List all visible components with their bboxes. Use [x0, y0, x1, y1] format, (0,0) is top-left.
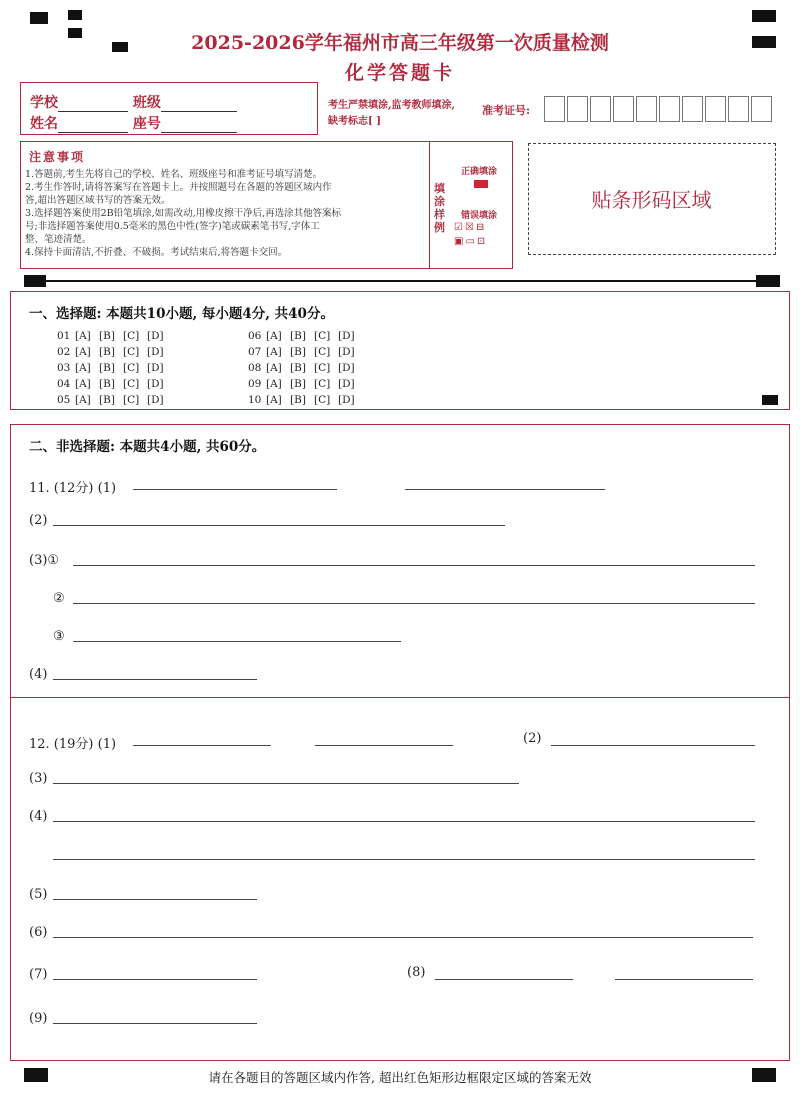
notice-item: 整、笔迹清楚。	[25, 234, 92, 245]
answer-line[interactable]	[53, 1023, 257, 1024]
registration-mark	[24, 275, 46, 287]
choice-bubble-c[interactable]: [C]	[314, 362, 331, 374]
class-field[interactable]	[161, 97, 237, 112]
q12-part5-label: (5)	[29, 887, 48, 902]
answer-line[interactable]	[53, 783, 519, 784]
absent-mark[interactable]: 缺考标志[ ]	[328, 116, 381, 127]
q11-part2-label: (2)	[29, 513, 48, 528]
q11-part3c-label: ③	[53, 629, 65, 644]
separator-line	[46, 280, 756, 282]
choice-bubble-a[interactable]: [A]	[266, 378, 282, 390]
choice-question-row	[57, 378, 171, 390]
choice-bubble-c[interactable]: [C]	[123, 330, 140, 342]
question-number: 09	[248, 378, 262, 390]
answer-line[interactable]	[53, 679, 257, 680]
exam-id-label: 准考证号:	[482, 104, 531, 117]
question-number: 04	[57, 378, 71, 390]
choice-question-row	[57, 394, 171, 406]
choice-bubble-d[interactable]: [D]	[147, 394, 164, 406]
notice-divider	[429, 142, 430, 268]
wrong-fill-label: 错误填涂	[461, 211, 498, 221]
answer-line[interactable]	[53, 937, 753, 938]
question-number: 03	[57, 362, 71, 374]
notice-item: 1.答题前,考生先将自己的学校、姓名、班级座号和准考证号填写清楚。	[25, 169, 323, 180]
q12-part8-label: (8)	[407, 965, 426, 980]
choice-bubble-d[interactable]: [D]	[338, 394, 355, 406]
choice-bubble-b[interactable]: [B]	[290, 346, 306, 358]
footer-note: 请在各题目的答题区域内作答, 超出红色矩形边框限定区域的答案无效	[208, 1070, 592, 1085]
barcode-area[interactable]	[528, 143, 776, 255]
q12-part6-label: (6)	[29, 925, 48, 940]
choice-bubble-d[interactable]: [D]	[147, 378, 164, 390]
answer-line[interactable]	[53, 525, 505, 526]
name-field[interactable]	[58, 118, 128, 133]
notice-title: 注意事项	[29, 150, 86, 164]
exam-id-cell[interactable]	[567, 96, 588, 122]
wrong-fill-samples: ☑☒⊟	[454, 222, 487, 233]
choice-section	[10, 291, 790, 410]
exam-title: 2025-2026学年福州市高三年级第一次质量检测	[191, 32, 609, 54]
answer-line[interactable]	[551, 745, 755, 746]
choice-bubble-a[interactable]: [A]	[75, 362, 91, 374]
answer-line[interactable]	[53, 821, 755, 822]
choice-question-row	[248, 330, 362, 342]
choice-question-row	[248, 346, 362, 358]
choice-bubble-c[interactable]: [C]	[123, 362, 140, 374]
q12-part1-label: 12. (19分) (1)	[29, 737, 117, 752]
answer-line[interactable]	[53, 899, 257, 900]
notice-item: 4.保持卡面清洁,不折叠、不破损。考试结束后,将答题卡交回。	[25, 247, 288, 258]
choice-bubble-a[interactable]: [A]	[266, 330, 282, 342]
school-label: 学校	[30, 95, 58, 111]
non-choice-section-title: 二、非选择题: 本题共4小题, 共60分。	[29, 439, 266, 455]
choice-bubble-a[interactable]: [A]	[75, 378, 91, 390]
choice-bubble-d[interactable]: [D]	[338, 346, 355, 358]
choice-bubble-b[interactable]: [B]	[99, 394, 115, 406]
choice-question-row	[248, 394, 362, 406]
answer-line[interactable]	[405, 489, 605, 490]
q12-part2-label: (2)	[523, 731, 542, 746]
choice-bubble-c[interactable]: [C]	[123, 378, 140, 390]
notice-item: 号;非选择题答案使用0.5毫米的黑色中性(签字)笔或碳素笔书写,字体工	[25, 221, 320, 232]
choice-bubble-b[interactable]: [B]	[290, 362, 306, 374]
choice-bubble-b[interactable]: [B]	[99, 362, 115, 374]
choice-bubble-d[interactable]: [D]	[338, 330, 355, 342]
choice-bubble-d[interactable]: [D]	[147, 330, 164, 342]
answer-line[interactable]	[615, 979, 753, 980]
question-number: 07	[248, 346, 262, 358]
choice-bubble-c[interactable]: [C]	[314, 330, 331, 342]
sample-label: 填涂样例	[434, 182, 445, 234]
exam-id-cell[interactable]	[544, 96, 565, 122]
non-choice-section	[10, 424, 790, 1061]
notice-item: 2.考生作答时,请将答案写在答题卡上。并按照题号在各题的答题区域内作	[25, 182, 332, 193]
choice-bubble-a[interactable]: [A]	[75, 330, 91, 342]
correct-fill-label: 正确填涂	[461, 167, 498, 177]
choice-bubble-a[interactable]: [A]	[75, 394, 91, 406]
registration-mark	[68, 10, 82, 20]
wrong-fill-samples-row2: ▣▭⊡	[454, 236, 488, 247]
choice-bubble-d[interactable]: [D]	[147, 362, 164, 374]
choice-question-row	[57, 362, 171, 374]
exam-id-cell[interactable]	[751, 96, 772, 122]
choice-question-row	[248, 362, 362, 374]
answer-line[interactable]	[435, 979, 573, 980]
answer-line[interactable]	[73, 603, 755, 604]
exam-id-cell[interactable]	[728, 96, 749, 122]
name-label: 姓名	[30, 116, 58, 132]
answer-line[interactable]	[53, 979, 257, 980]
choice-bubble-c[interactable]: [C]	[123, 346, 140, 358]
choice-bubble-b[interactable]: [B]	[99, 330, 115, 342]
question-number: 10	[248, 394, 262, 406]
choice-question-row	[57, 346, 171, 358]
correct-fill-sample	[474, 180, 488, 188]
q11-part4-label: (4)	[29, 667, 48, 682]
choice-question-row	[248, 378, 362, 390]
choice-bubble-a[interactable]: [A]	[75, 346, 91, 358]
exam-id-cell[interactable]	[590, 96, 611, 122]
choice-bubble-b[interactable]: [B]	[290, 394, 306, 406]
q12-part3-label: (3)	[29, 771, 48, 786]
choice-bubble-c[interactable]: [C]	[314, 394, 331, 406]
notice-item: 答,超出答题区域书写的答案无效。	[25, 195, 171, 206]
exam-id-cell[interactable]	[659, 96, 680, 122]
answer-line[interactable]	[53, 859, 755, 860]
q12-part7-label: (7)	[29, 967, 48, 982]
registration-mark	[30, 12, 48, 24]
choice-question-row	[57, 330, 171, 342]
question-number: 01	[57, 330, 71, 342]
exam-id-cell[interactable]	[682, 96, 703, 122]
choice-bubble-a[interactable]: [A]	[266, 346, 282, 358]
choice-bubble-b[interactable]: [B]	[99, 346, 115, 358]
notice-item: 3.选择题答案使用2B铅笔填涂,如需改动,用橡皮擦干净后,再选涂其他答案标	[25, 208, 342, 219]
exam-id-cell[interactable]	[613, 96, 634, 122]
answer-line[interactable]	[133, 489, 337, 490]
q11-part3-label: (3)①	[29, 553, 60, 568]
barcode-label: 贴条形码区域	[591, 188, 712, 212]
seat-label: 座号	[132, 116, 161, 132]
question-number: 06	[248, 330, 262, 342]
registration-mark	[756, 275, 780, 287]
answer-line[interactable]	[315, 745, 453, 746]
choice-bubble-c[interactable]: [C]	[314, 378, 331, 390]
seat-field[interactable]	[161, 118, 237, 133]
notice-box	[20, 141, 513, 269]
school-field[interactable]	[58, 97, 128, 112]
student-info-box	[20, 82, 318, 135]
question-number: 05	[57, 394, 71, 406]
class-label: 班级	[132, 95, 161, 111]
choice-section-title: 一、选择题: 本题共10小题, 每小题4分, 共40分。	[29, 306, 334, 322]
choice-bubble-b[interactable]: [B]	[290, 378, 306, 390]
question-divider	[11, 697, 789, 698]
registration-mark	[752, 10, 776, 22]
choice-bubble-d[interactable]: [D]	[338, 378, 355, 390]
exam-subtitle: 化学答题卡	[344, 62, 455, 84]
choice-bubble-d[interactable]: [D]	[147, 346, 164, 358]
q12-part9-label: (9)	[29, 1011, 48, 1026]
question-number: 02	[57, 346, 71, 358]
q12-part4-label: (4)	[29, 809, 48, 824]
choice-bubble-d[interactable]: [D]	[338, 362, 355, 374]
choice-bubble-b[interactable]: [B]	[290, 330, 306, 342]
q11-part3b-label: ②	[53, 591, 65, 606]
q11-part1-label: 11. (12分) (1)	[29, 481, 117, 496]
answer-line[interactable]	[73, 641, 401, 642]
choice-bubble-a[interactable]: [A]	[266, 394, 282, 406]
proctor-note: 考生严禁填涂,监考教师填涂,	[328, 100, 455, 111]
exam-id-cell[interactable]	[636, 96, 657, 122]
notice-list	[25, 168, 435, 259]
exam-id-cell[interactable]	[705, 96, 726, 122]
answer-line[interactable]	[133, 745, 271, 746]
question-number: 08	[248, 362, 262, 374]
answer-line[interactable]	[73, 565, 755, 566]
choice-bubble-b[interactable]: [B]	[99, 378, 115, 390]
choice-bubble-c[interactable]: [C]	[123, 394, 140, 406]
choice-bubble-a[interactable]: [A]	[266, 362, 282, 374]
choice-bubble-c[interactable]: [C]	[314, 346, 331, 358]
